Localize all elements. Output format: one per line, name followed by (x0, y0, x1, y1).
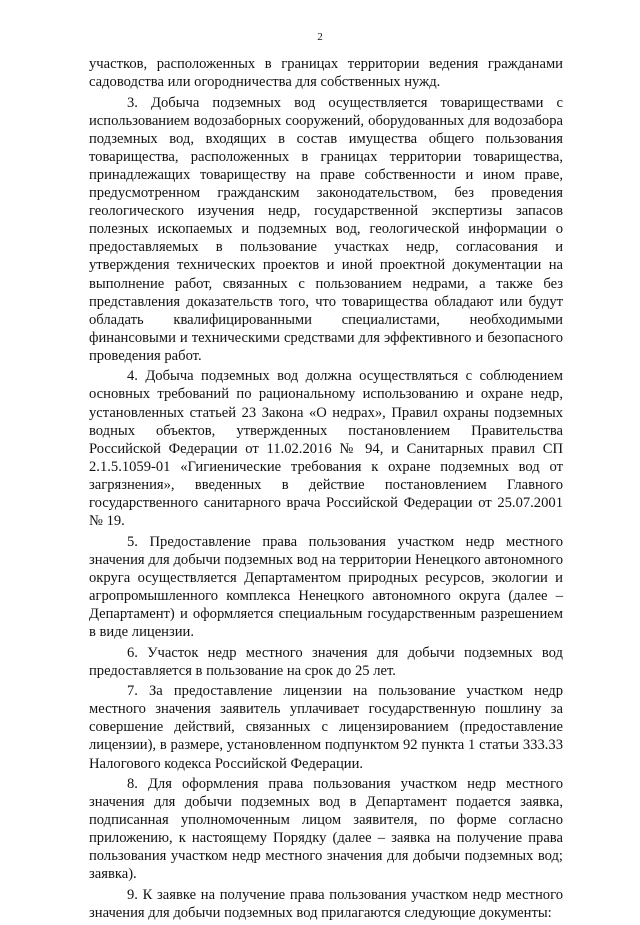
document-body (89, 55, 563, 925)
paragraph-7: 7. За предоставление лицензии на пользование участком недр местного значения заявитель уплачивает государственную пошлину за совершение действий, связанных с лицензированием (предоставление лицензии), в размере, установленном подпунктом 92 пункта 1 статьи 333.33 Налогового кодекса Российской Федерации. (89, 683, 563, 772)
paragraph-3: 3. Добыча подземных вод осуществляется товариществами с использованием водозаборных сооружений, оборудованных для водозабора подземных вод, входящих в состав имущества общего пользования товарищества, расположенных в границах территории товарищества, принадлежащих товариществу на праве собственности и ином праве, предусмотренном гражданским законодательством, без проведения геологического изучения недр, государственной экспертизы запасов полезных ископаемых и подземных вод, геологической информации о предоставляемых в пользование участках недр, согласования и утверждения технических проектов и иной проектной документации на выполнение работ, связанных с пользованием недрами, а также без представления доказательств того, что товарищества обладают или будут обладать квалифицированными специалистами, необходимыми финансовыми и техническими средствами для эффективного и безопасного проведения работ. (89, 94, 563, 364)
paragraph-6: 6. Участок недр местного значения для добычи подземных вод предоставляется в пользование на срок до 25 лет. (89, 644, 563, 679)
paragraph-5: 5. Предоставление права пользования участком недр местного значения для добычи подземных вод на территории Ненецкого автономного округа осуществляется Департаментом природных ресурсов, экологии и агропромышленного комплекса Ненецкого автономного округа (далее – Департамент) и оформляется специальным государственным разрешением в виде лицензии. (89, 533, 563, 641)
page-number: 2 (317, 31, 323, 43)
paragraph-continuation: участков, расположенных в границах территории ведения гражданами садоводства или огородничества для собственных нужд. (89, 56, 563, 91)
paragraph-8: 8. Для оформления права пользования участком недр местного значения для добычи подземных вод в Департамент подается заявка, подписанная уполномоченным лицом заявителя, по форме согласно приложению, к настоящему Порядку (далее – заявка на получение права пользования участком недр местного значения для добычи подземных вод; заявка). (89, 776, 563, 883)
paragraph-9: 9. К заявке на получение права пользования участком недр местного значения для добычи подземных вод прилагаются следующие документы: (89, 886, 563, 922)
paragraph-4: 4. Добыча подземных вод должна осуществляться с соблюдением основных требований по рациональному использованию и охране недр, установленных статьей 23 Закона «О недрах», Правил охраны подземных водных объектов, утвержденных постановлением Правительства Российской Федерации от 11.02.2016 № 94, и Санитарных правил СП 2.1.5.1059-01 «Гигиенические требования к охране подземных вод от загрязнения», введенных в действие постановлением Главного государственного санитарного врача Российской Федерации от 25.07.2001 № 19. (89, 368, 563, 530)
